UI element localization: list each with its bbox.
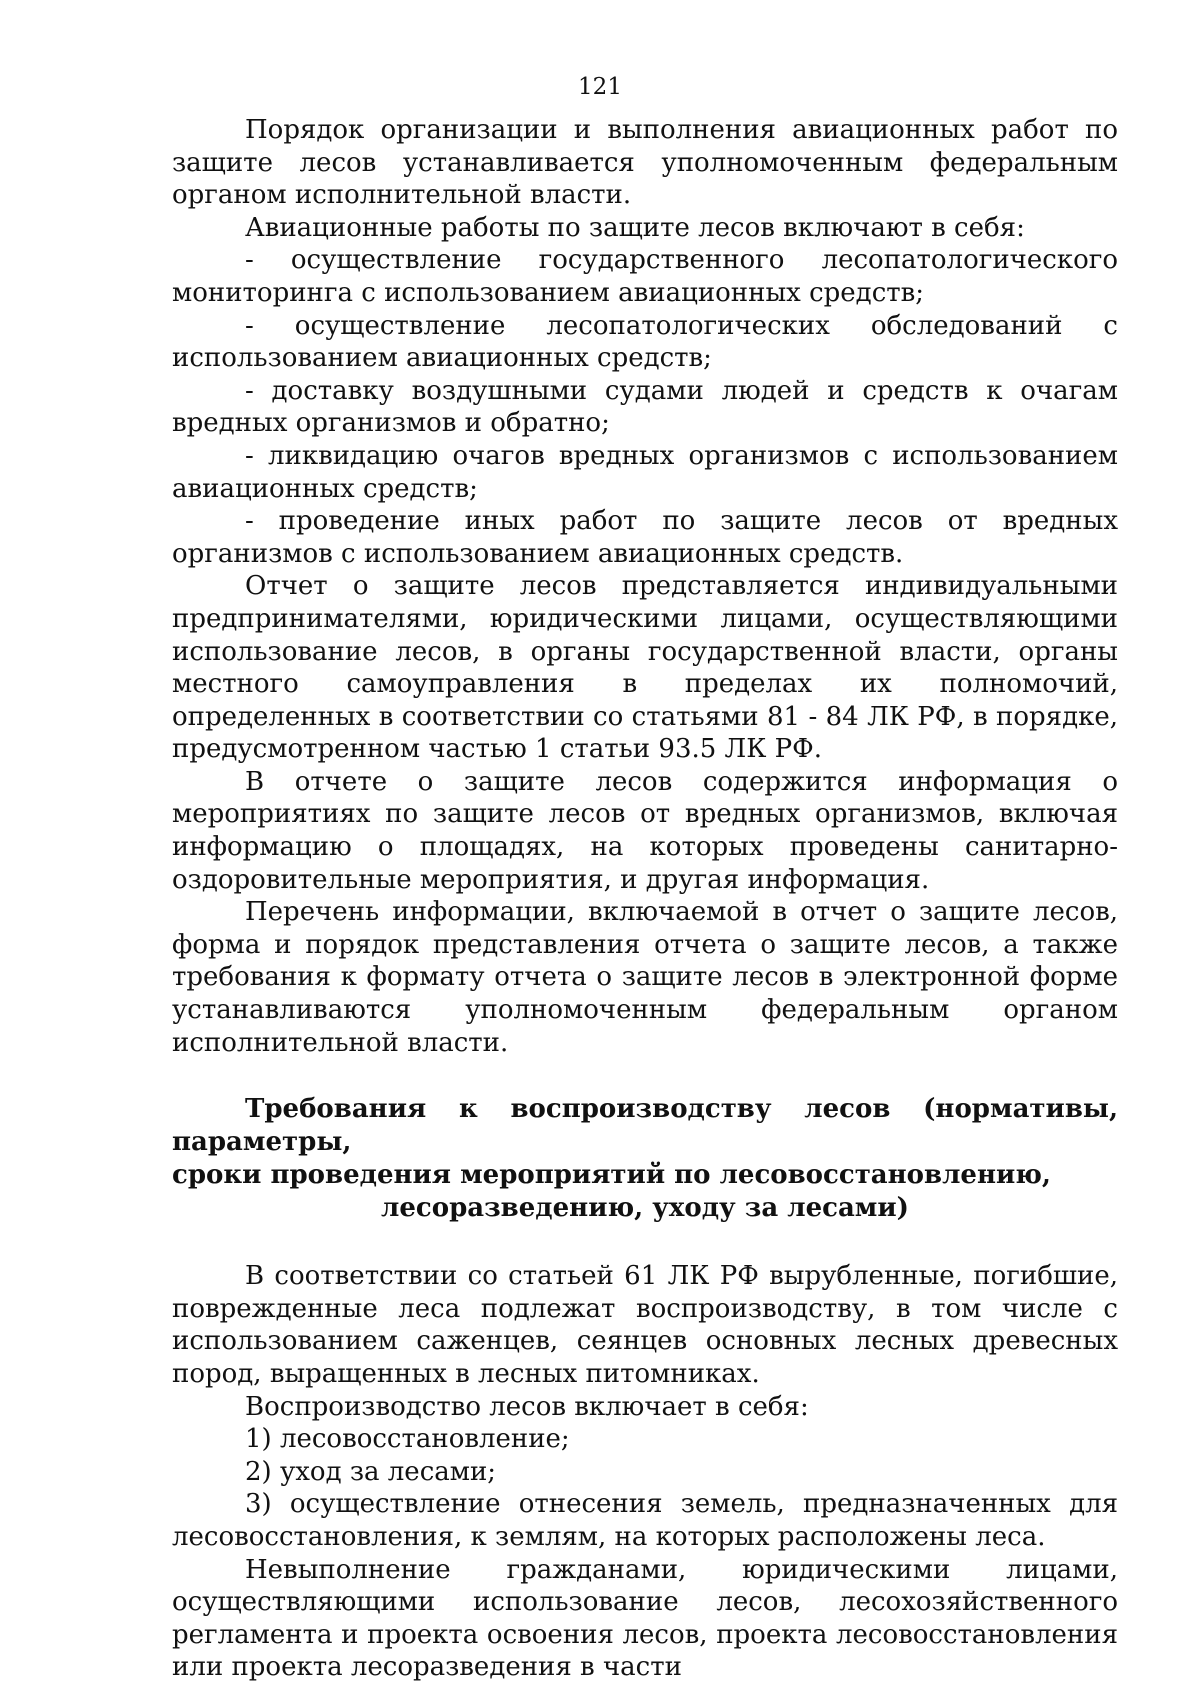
- list-item: - проведение иных работ по защите лесов от вредных организмов с использованием авиационных средств.: [172, 506, 1118, 569]
- heading-line: сроки проведения мероприятий по лесовосстановлению,: [172, 1160, 1051, 1191]
- list-item: - доставку воздушными судами людей и средств к очагам вредных организмов и обратно;: [172, 375, 1118, 439]
- paragraph: В соответствии со статьей 61 ЛК РФ вырубленные, погибшие, поврежденные леса подлежат воспроизводству, в том числе с использованием саженцев, сеянцев основных лесных древесных пород, выращенных в лесных питомниках.: [172, 1261, 1118, 1389]
- heading-line: Требования к воспроизводству лесов (нормативы, параметры,: [172, 1094, 1118, 1158]
- paragraph: Невыполнение гражданами, юридическими лицами, осуществляющими использование лесов, лесохозяйственного регламента и проекта освоения лесов, проекта лесовосстановления или проекта лесоразведения в части: [172, 1554, 1118, 1683]
- paragraph: Перечень информации, включаемой в отчет о защите лесов, форма и порядок представления отчета о защите лесов, а также требования к формату отчета о защите лесов в электронной форме устанавливаются уполномоченным федеральным органом исполнительной власти.: [172, 897, 1118, 1058]
- page-content: [172, 114, 1118, 1684]
- list-item: - осуществление государственного лесопатологического мониторинга с использованием авиационных средств;: [172, 245, 1118, 308]
- section-heading: [172, 1093, 1118, 1225]
- paragraph: Авиационные работы по защите лесов включают в себя:: [245, 212, 1025, 243]
- heading-line: лесоразведению, уходу за лесами): [381, 1193, 909, 1224]
- paragraph: Отчет о защите лесов представляется индивидуальными предпринимателями, юридическими лицами, осуществляющими использование лесов, в органы государственной власти, органы местного самоуправления в пределах их полномочий, определенных в соответствии со статьями 81 - 84 ЛК РФ, в порядке, предусмотренном частью 1 статьи 93.5 ЛК РФ.: [172, 571, 1118, 765]
- page-number: 121: [578, 74, 622, 100]
- list-item: 3) осуществление отнесения земель, предназначенных для лесовосстановления, к землям, на которых расположены леса.: [172, 1489, 1118, 1552]
- list-item: - осуществление лесопатологических обследований с использованием авиационных средств;: [172, 310, 1118, 374]
- list-item: 1) лесовосстановление;: [245, 1424, 570, 1455]
- paragraph: Воспроизводство лесов включает в себя:: [245, 1391, 809, 1422]
- paragraph: Порядок организации и выполнения авиационных работ по защите лесов устанавливается уполномоченным федеральным органом исполнительной власти.: [172, 115, 1118, 211]
- list-item: - ликвидацию очагов вредных организмов с использованием авиационных средств;: [172, 440, 1118, 504]
- paragraph: В отчете о защите лесов содержится информация о мероприятиях по защите лесов от вредных организмов, включая информацию о площадях, на которых проведены санитарно-оздоровительные мероприятия, и другая информация.: [172, 766, 1118, 895]
- list-item: 2) уход за лесами;: [245, 1456, 497, 1487]
